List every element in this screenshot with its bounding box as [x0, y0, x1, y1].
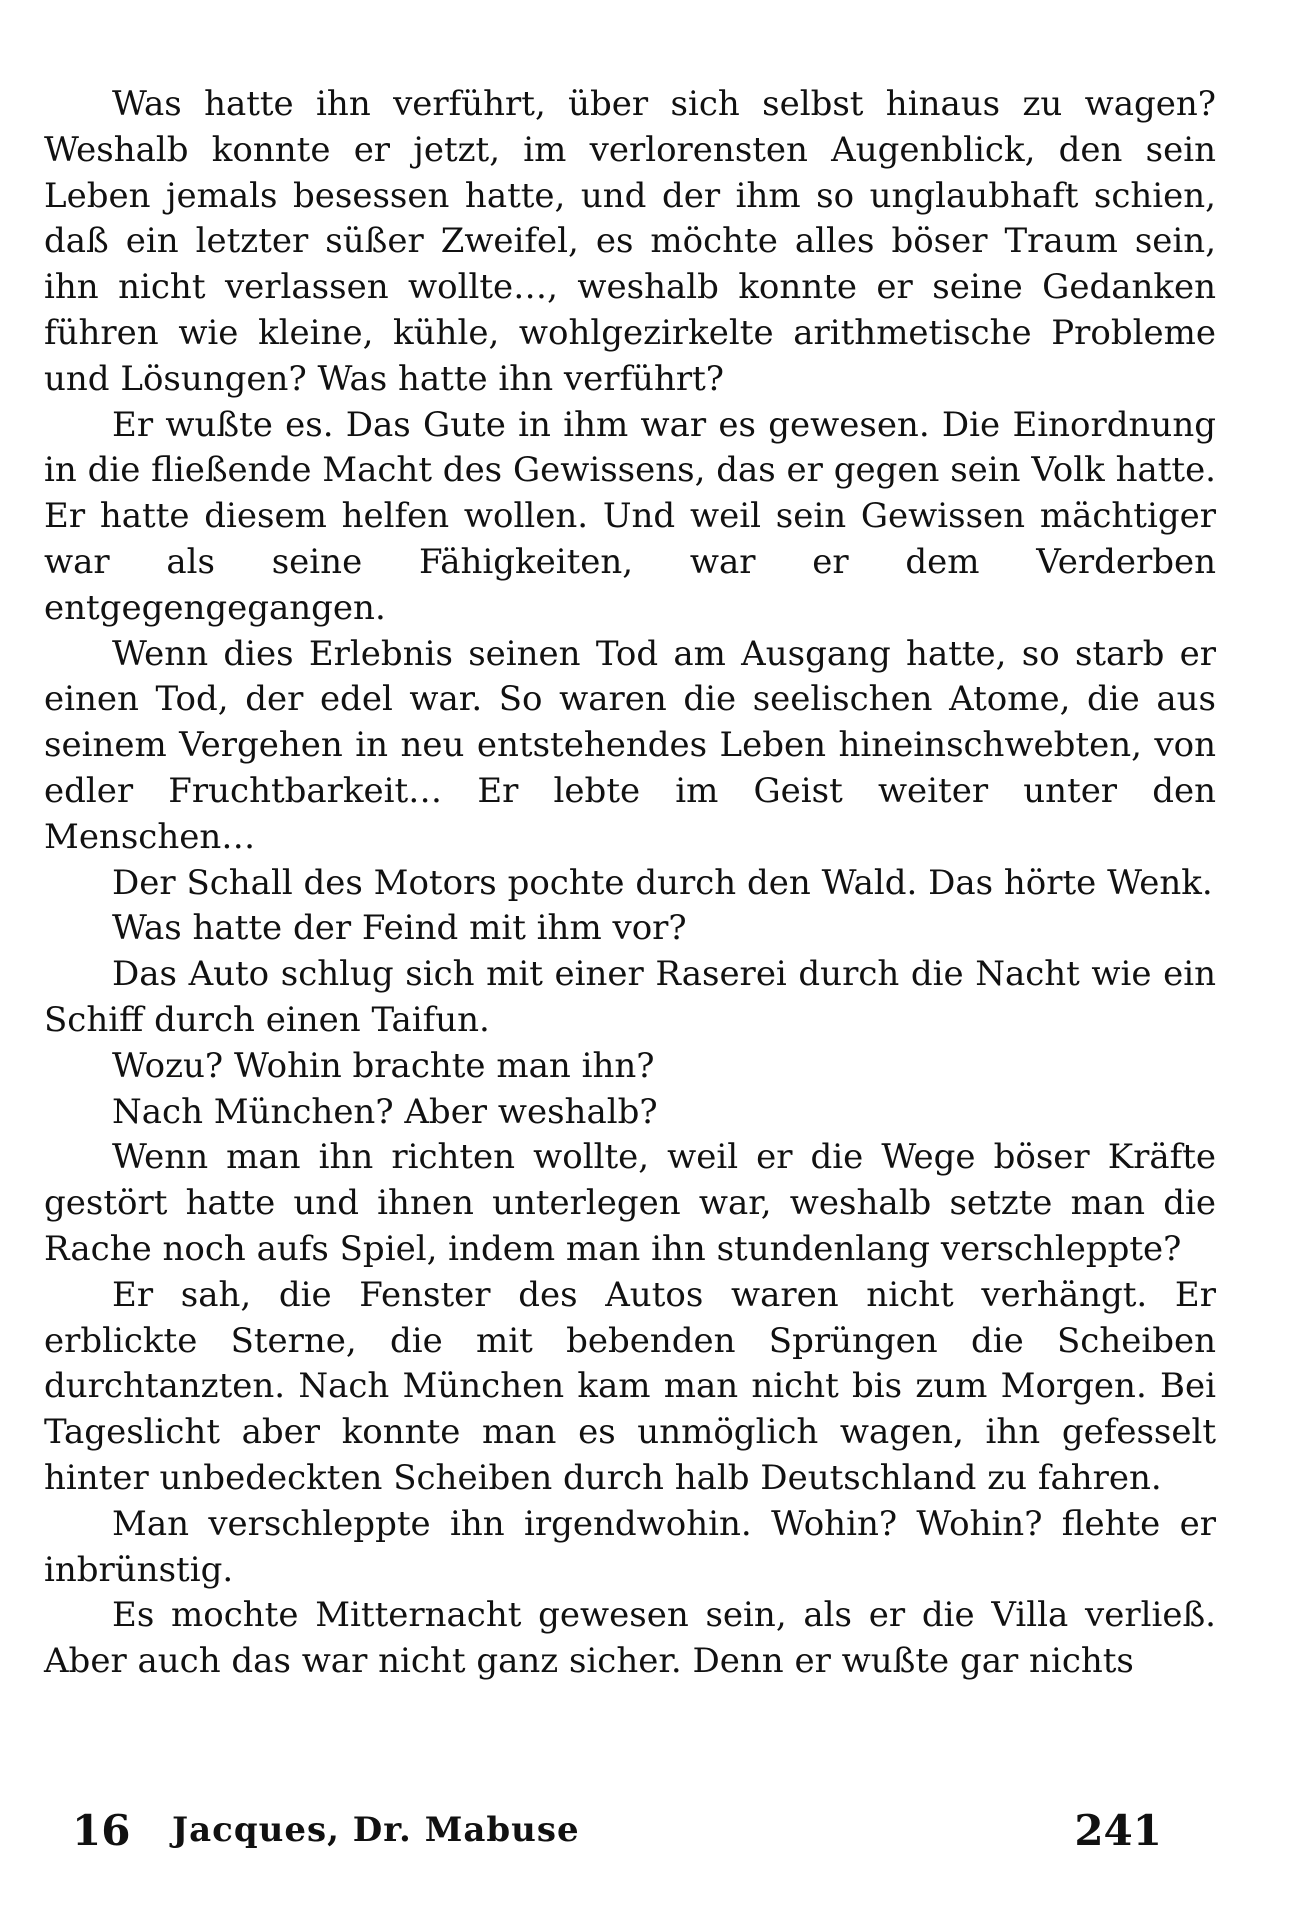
paragraph-8: Nach München? Aber weshalb? [112, 1091, 658, 1132]
running-title: Jacques, Dr. Mabuse [172, 1810, 580, 1850]
paragraph-6: Das Auto schlug sich mit einer Raserei durch die Nacht wie ein Schiff durch einen Taifun. [44, 954, 1216, 1040]
signature-mark: 16 [72, 1806, 131, 1855]
paragraph-11: Man verschleppte ihn irgendwohin. Wohin? Wohin? flehte er inbrünstig. [44, 1503, 1216, 1590]
paragraph-12: Es mochte Mitternacht gewesen sein, als er die Villa verließ. Aber auch das war nicht ganz sicher. Denn er wußte gar nichts [44, 1595, 1216, 1682]
page-number: 241 [1074, 1806, 1162, 1855]
paragraph-7: Wozu? Wohin brachte man ihn? [112, 1045, 655, 1086]
paragraph-1: Was hatte ihn verführt, über sich selbst hinaus zu wagen? Weshalb konnte er jetzt, im verlorensten Augenblick, den sein Leben jemals besessen hatte, und der ihm so unglaubhaft schien, daß ein letzter süßer Zweifel, es möchte alles böser Traum sein, ihn nicht verlassen wollte…, weshalb konnte er seine Gedanken führen wie kleine, kühle, wohlgezirkelte arithmetische Probleme und Lösungen? Was hatte ihn verführt? [44, 84, 1216, 399]
paragraph-3: Wenn dies Erlebnis seinen Tod am Ausgang hatte, so starb er einen Tod, der edel war. So waren die seelischen Atome, die aus seinem Vergehen in neu entstehendes Leben hineinschwebten, von edler Fruchtbarkeit… Er lebte im Geist weiter unter den Menschen… [44, 633, 1216, 857]
paragraph-2: Er wußte es. Das Gute in ihm war es gewesen. Die Einordnung in die fließende Macht des Gewissens, das er gegen sein Volk hatte. Er hatte diesem helfen wollen. Und weil sein Gewissen mächtiger war als seine Fähigkeiten, war er dem Verderben entgegengegangen. [44, 404, 1216, 628]
paragraph-4: Der Schall des Motors pochte durch den Wald. Das hörte Wenk. [112, 862, 1213, 903]
paragraph-5: Was hatte der Feind mit ihm vor? [112, 908, 687, 949]
book-page-body [44, 82, 1216, 1685]
paragraph-9: Wenn man ihn richten wollte, weil er die Wege böser Kräfte gestört hatte und ihnen unterlegen war, weshalb setzte man die Rache noch aufs Spiel, indem man ihn stundenlang verschleppte? [44, 1137, 1216, 1269]
paragraph-10: Er sah, die Fenster des Autos waren nicht verhängt. Er erblickte Sterne, die mit bebenden Sprüngen die Scheiben durchtanzten. Nach München kam man nicht bis zum Morgen. Bei Tageslicht aber konnte man es unmöglich wagen, ihn gefesselt hinter unbedeckten Scheiben durch halb Deutschland zu fahren. [44, 1274, 1216, 1498]
page-footer [72, 1806, 1162, 1866]
